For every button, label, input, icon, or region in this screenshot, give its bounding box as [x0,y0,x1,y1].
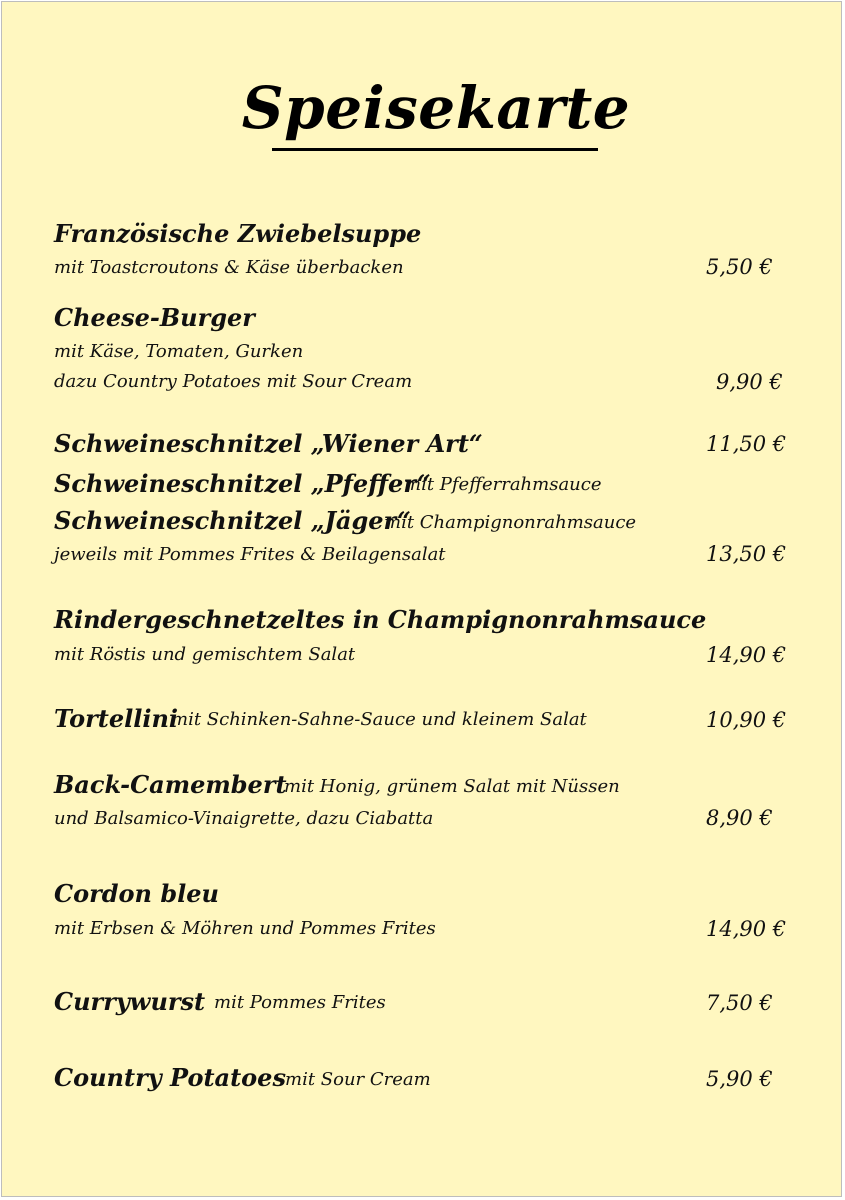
item-price-schnitzel: 13,50 € [706,542,787,566]
item-suffix-schnitzel-jaeger: mit Champignonrahmsauce [384,512,637,533]
item-price-schnitzel-wiener: 11,50 € [706,432,787,456]
item-suffix-schnitzel-pfeffer: mit Pfefferrahmsauce [404,474,602,495]
item-price-rindergeschnetzeltes: 14,90 € [706,643,787,667]
page-title: Speisekarte [241,74,631,142]
item-name-cordon-bleu: Cordon bleu [54,879,219,908]
item-name-schnitzel-jaeger: Schweineschnitzel „Jäger“ [54,506,411,535]
item-price-currywurst: 7,50 € [706,991,773,1015]
item-desc-cordon-bleu: mit Erbsen & Möhren und Pommes Frites [54,918,436,939]
item-name-zwiebelsuppe: Französische Zwiebelsuppe [54,219,422,248]
item-price-camembert: 8,90 € [706,806,773,830]
item-name-camembert: Back-Camembert [54,770,287,799]
item-name-tortellini: Tortellini [54,704,179,733]
item-name-cheese-burger: Cheese-Burger [54,303,255,332]
item-name-currywurst: Currywurst [54,987,206,1016]
item-desc-camembert: und Balsamico-Vinaigrette, dazu Ciabatta [54,808,434,829]
item-desc-rindergeschnetzeltes: mit Röstis und gemischtem Salat [54,644,356,665]
item-price-cheese-burger: 9,90 € [716,370,783,394]
title-underline [272,148,598,151]
item-price-zwiebelsuppe: 5,50 € [706,255,773,279]
item-name-schnitzel-wiener: Schweineschnitzel „Wiener Art“ [54,429,483,458]
item-desc1-cheese-burger: mit Käse, Tomaten, Gurken [54,341,304,362]
item-price-tortellini: 10,90 € [706,708,787,732]
item-price-country-potatoes: 5,90 € [706,1067,773,1091]
item-name-country-potatoes: Country Potatoes [54,1063,286,1092]
item-suffix-currywurst: mit Pommes Frites [214,992,386,1013]
item-suffix-country-potatoes: mit Sour Cream [285,1069,431,1090]
item-desc-zwiebelsuppe: mit Toastcroutons & Käse überbacken [54,257,404,278]
item-desc2-cheese-burger: dazu Country Potatoes mit Sour Cream [54,371,413,392]
item-name-schnitzel-pfeffer: Schweineschnitzel „Pfeffer“ [54,469,431,498]
item-desc-schnitzel: jeweils mit Pommes Frites & Beilagensalat [54,544,446,565]
item-price-cordon-bleu: 14,90 € [706,917,787,941]
item-suffix-camembert: mit Honig, grünem Salat mit Nüssen [284,776,620,797]
item-suffix-tortellini: mit Schinken-Sahne-Sauce und kleinem Salat [171,709,587,730]
item-name-rindergeschnetzeltes: Rindergeschnetzeltes in Champignonrahmsauce [54,605,707,634]
menu-page [1,1,842,1197]
